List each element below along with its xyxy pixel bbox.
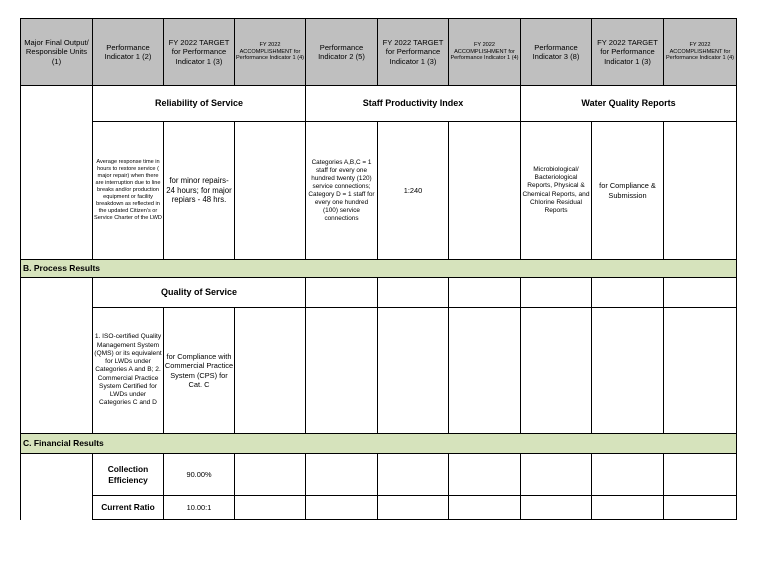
empty-cell xyxy=(592,496,664,520)
productivity-description: Categories A,B,C = 1 staff for every one hundred twenty (120) service connections; Category D = 1 staff for every one hundred (100) service connections xyxy=(306,122,378,260)
header-cell-target-3: FY 2022 TARGET for Performance Indicator 1 (3) xyxy=(592,19,664,86)
empty-cell xyxy=(521,454,592,496)
empty-cell xyxy=(306,308,378,434)
empty-cell xyxy=(449,308,521,434)
empty-cell xyxy=(592,308,664,434)
empty-cell xyxy=(521,308,592,434)
financial-row xyxy=(21,454,737,496)
empty-cell xyxy=(235,454,306,496)
header-cell-target-1: FY 2022 TARGET for Performance Indicator 1 (3) xyxy=(164,19,235,86)
current-ratio-label: Current Ratio xyxy=(93,496,164,520)
empty-cell xyxy=(664,308,737,434)
indicator-name-quality-of-service: Quality of Service xyxy=(93,278,306,308)
header-cell-accomplishment-2: FY 2022 ACCOMPLISHMENT for Performance Indicator 1 (4) xyxy=(449,19,521,86)
empty-cell xyxy=(306,454,378,496)
section-b-title: B. Process Results xyxy=(21,260,737,278)
empty-cell xyxy=(235,496,306,520)
empty-cell xyxy=(306,278,378,308)
empty-cell xyxy=(449,278,521,308)
section-b-output-cell xyxy=(21,278,93,434)
empty-cell xyxy=(592,454,664,496)
indicator-details-row xyxy=(21,122,737,260)
empty-cell xyxy=(449,496,521,520)
empty-cell xyxy=(306,496,378,520)
water-quality-accomplishment xyxy=(664,122,737,260)
header-row xyxy=(21,19,737,86)
header-cell-indicator-1: Performance Indicator 1 (2) xyxy=(93,19,164,86)
empty-cell xyxy=(378,308,449,434)
empty-cell xyxy=(664,454,737,496)
empty-cell xyxy=(664,278,737,308)
quality-of-service-target: for Compliance with Commercial Practice System (CPS) for Cat. C xyxy=(164,308,235,434)
collection-efficiency-target: 90.00% xyxy=(164,454,235,496)
quality-of-service-description: 1. ISO-certified Quality Management System (QMS) or its equivalent for LWDs under Categories A and B; 2. Commercial Practice System Certified for LWDs under Categories C and D xyxy=(93,308,164,434)
water-quality-target: for Compliance & Submission xyxy=(592,122,664,260)
section-b-row xyxy=(21,260,737,278)
collection-efficiency-label: Collection Efficiency xyxy=(93,454,164,496)
empty-cell xyxy=(592,278,664,308)
empty-cell xyxy=(664,496,737,520)
section-c-output-cell xyxy=(21,454,93,520)
indicator-name-productivity: Staff Productivity Index xyxy=(306,86,521,122)
header-cell-target-2: FY 2022 TARGET for Performance Indicator 1 (3) xyxy=(378,19,449,86)
indicator-name-water-quality: Water Quality Reports xyxy=(521,86,737,122)
indicator-names-row xyxy=(21,86,737,122)
header-cell-accomplishment-3: FY 2022 ACCOMPLISHMENT for Performance Indicator 1 (4) xyxy=(664,19,737,86)
header-cell-indicator-2: Performance Indicator 2 (5) xyxy=(306,19,378,86)
empty-cell xyxy=(378,496,449,520)
productivity-accomplishment xyxy=(449,122,521,260)
header-cell-major-output: Major Final Output/ Responsible Units (1) xyxy=(21,19,93,86)
current-ratio-target: 10.00:1 xyxy=(164,496,235,520)
section-c-title: C. Financial Results xyxy=(21,434,737,454)
empty-cell xyxy=(378,454,449,496)
section-b-indicator-row xyxy=(21,278,737,308)
header-cell-indicator-3: Performance Indicator 3 (8) xyxy=(521,19,592,86)
empty-cell xyxy=(235,308,306,434)
reliability-accomplishment xyxy=(235,122,306,260)
indicator-name-reliability: Reliability of Service xyxy=(93,86,306,122)
empty-cell xyxy=(521,278,592,308)
reliability-target: for minor repairs- 24 hours; for major repiars - 48 hrs. xyxy=(164,122,235,260)
empty-cell xyxy=(521,496,592,520)
performance-table xyxy=(20,18,737,520)
reliability-description: Average response time in hours to restore service ( major repair) when there are interruption due to line breaks and/or production equipment or facility breakdown as reflected in the updated Citizen's or Service Charter of the LWD xyxy=(93,122,164,260)
empty-cell xyxy=(378,278,449,308)
major-output-cell xyxy=(21,86,93,260)
empty-cell xyxy=(449,454,521,496)
financial-row xyxy=(21,496,737,520)
header-cell-accomplishment-1: FY 2022 ACCOMPLISHMENT for Performance Indicator 1 (4) xyxy=(235,19,306,86)
section-b-details-row xyxy=(21,308,737,434)
productivity-target: 1:240 xyxy=(378,122,449,260)
section-c-row xyxy=(21,434,737,454)
water-quality-description: Microbiological/ Bacteriological Reports, Physical & Chemical Reports, and Chlorine Residual Reports xyxy=(521,122,592,260)
